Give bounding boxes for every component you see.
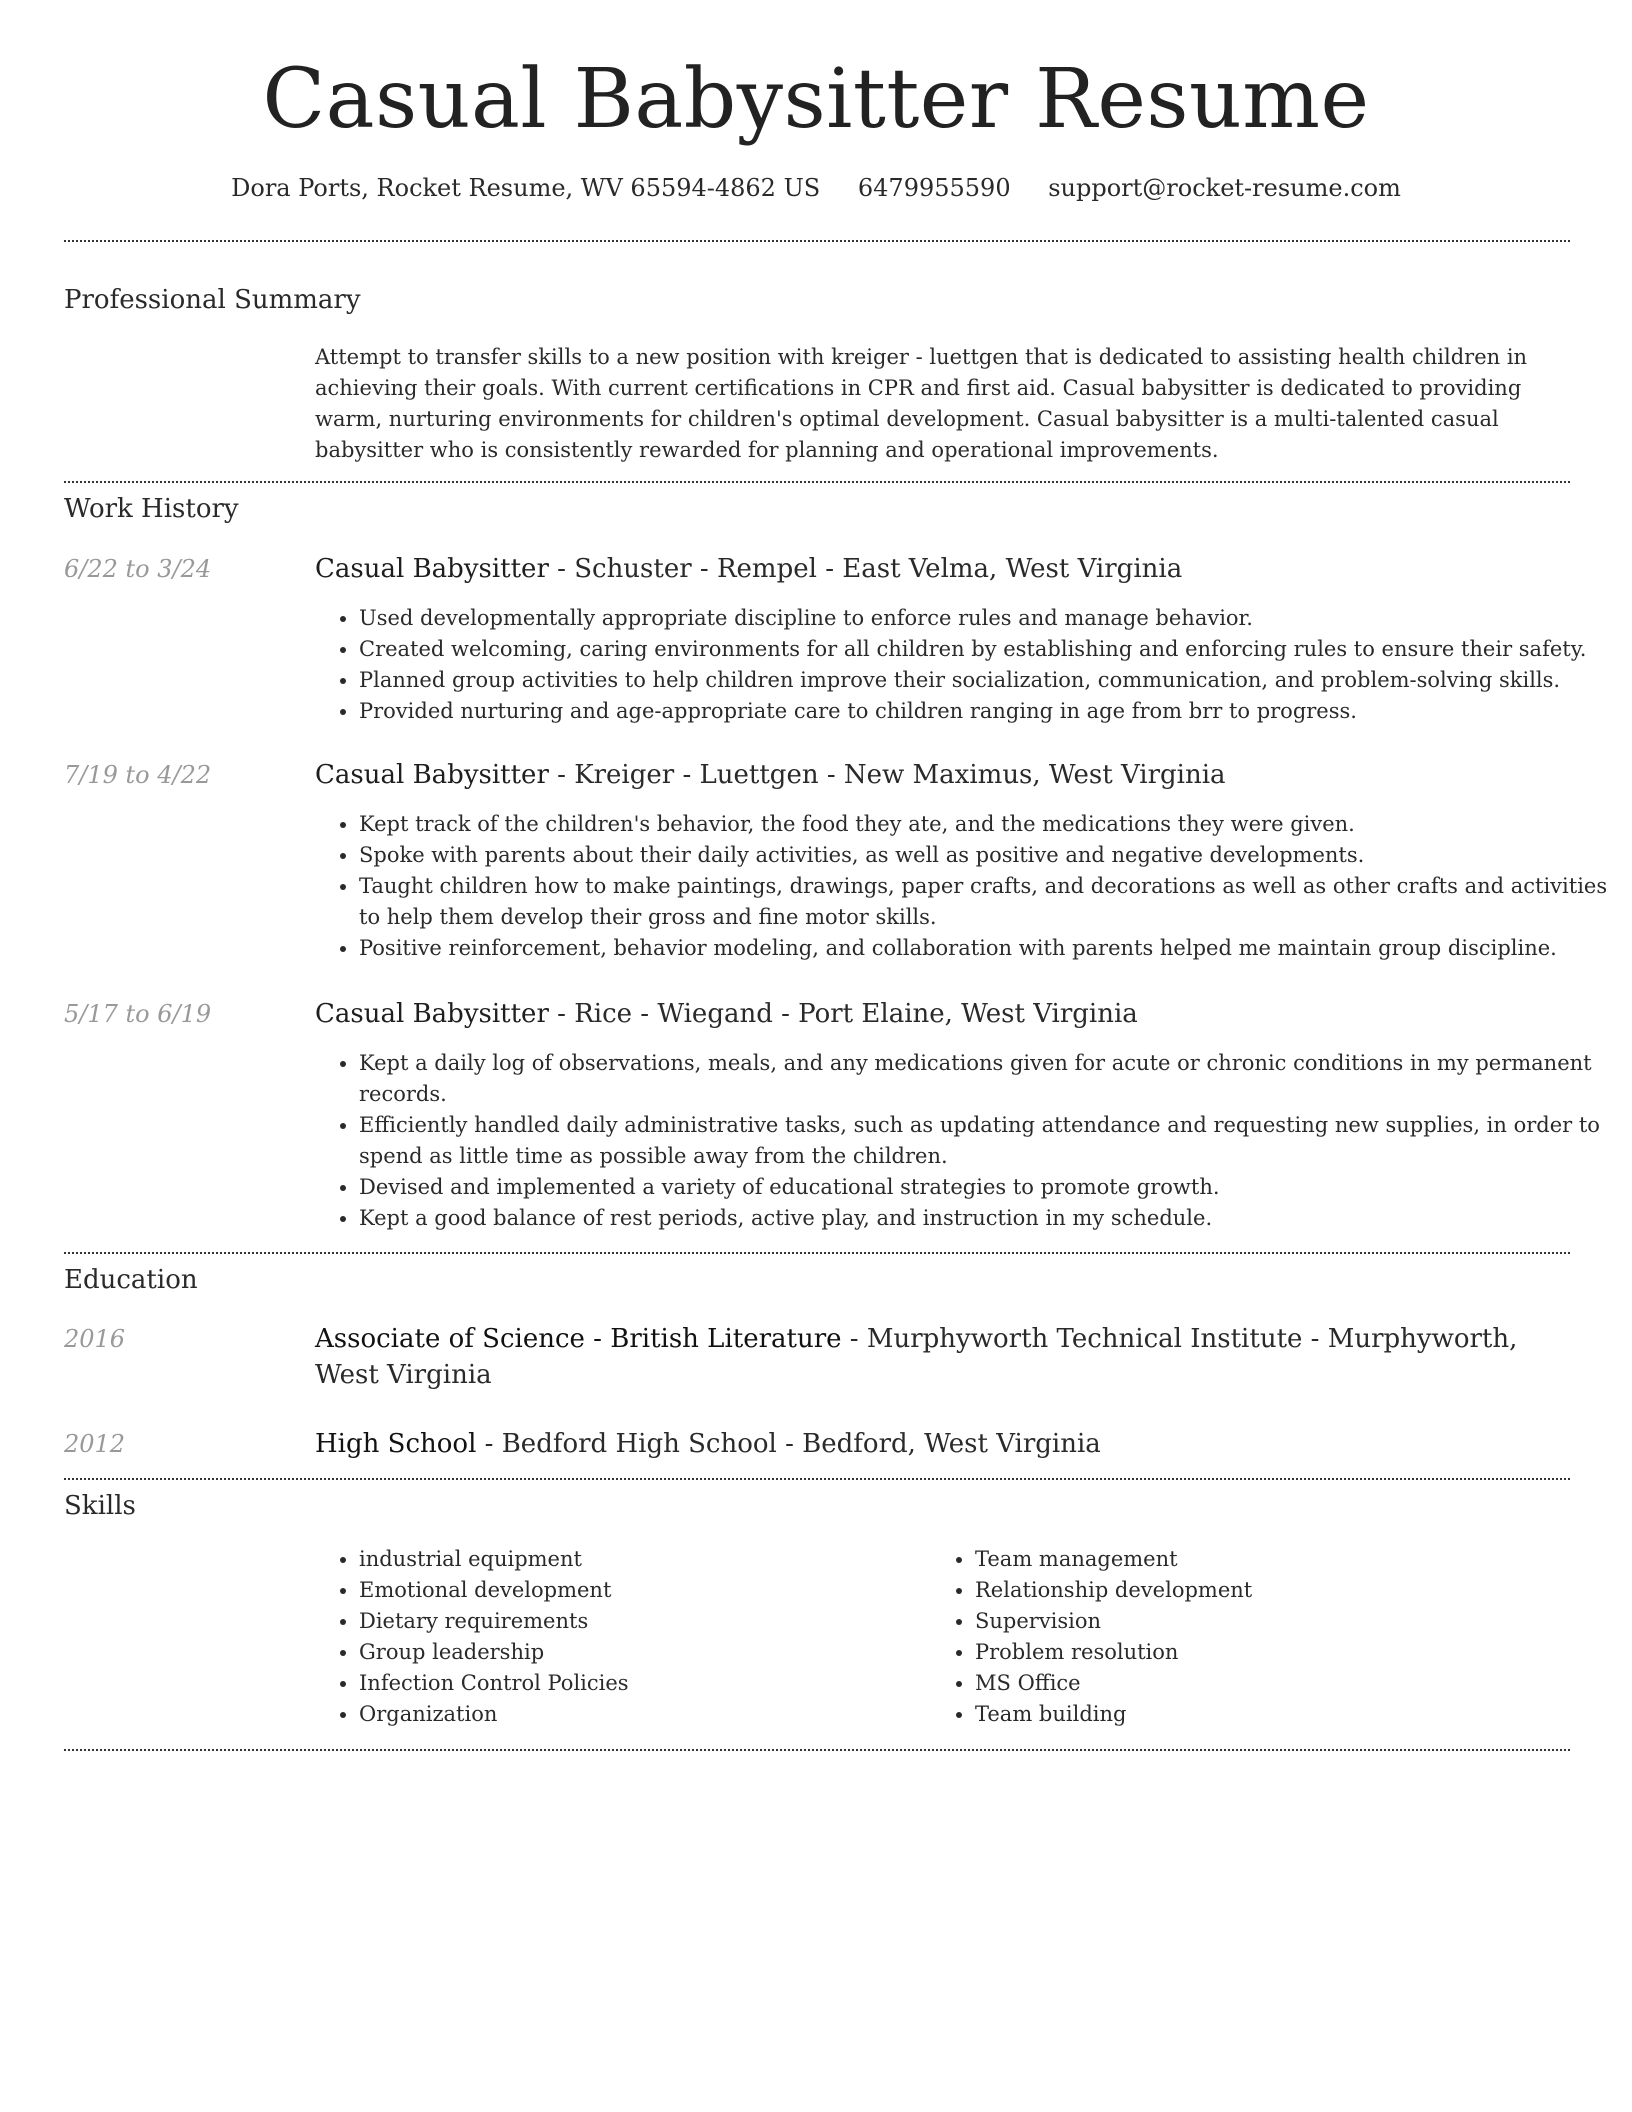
divider	[64, 1252, 1570, 1254]
resume-title: Casual Babysitter Resume	[262, 52, 1370, 147]
education-degree: High School	[315, 1429, 477, 1459]
education-degree: Associate of Science - British Literature	[315, 1324, 842, 1354]
education-heading: Education	[64, 1265, 198, 1295]
divider	[64, 1478, 1570, 1480]
list-item: • Kept track of the children's behavior, the food they ate, and the medications they were given.	[359, 809, 1614, 840]
job-dates: 6/22 to 3/24	[64, 555, 212, 583]
work-history-heading: Work History	[64, 494, 239, 524]
job-bullets	[315, 809, 1614, 964]
skills-list-left	[315, 1544, 919, 1730]
education-entry	[315, 1321, 1570, 1393]
list-item: • Kept a daily log of observations, meals, and any medications given for acute or chronic conditions in my permanent records.	[359, 1048, 1614, 1110]
education-year: 2012	[64, 1430, 126, 1458]
list-item: • Relationship development	[975, 1575, 1535, 1606]
list-item: • Infection Control Policies	[359, 1668, 919, 1699]
list-item: • industrial equipment	[359, 1544, 919, 1575]
skills-list-right	[931, 1544, 1535, 1730]
divider	[64, 1749, 1570, 1751]
job-title: Casual Babysitter	[315, 760, 549, 790]
list-item: • Planned group activities to help children improve their socialization, communication, and problem-solving skills.	[359, 665, 1614, 696]
list-item: • Kept a good balance of rest periods, active play, and instruction in my schedule.	[359, 1203, 1614, 1234]
skills-heading: Skills	[64, 1491, 136, 1521]
list-item: • Efficiently handled daily administrative tasks, such as updating attendance and requesting new supplies, in order to spend as little time as possible away from the children.	[359, 1110, 1614, 1172]
list-item: • Emotional development	[359, 1575, 919, 1606]
divider	[64, 481, 1570, 483]
list-item: • Devised and implemented a variety of educational strategies to promote growth.	[359, 1172, 1614, 1203]
list-item: • Provided nurturing and age-appropriate care to children ranging in age from brr to progress.	[359, 696, 1614, 727]
job-employer: - Rice - Wiegand - Port Elaine, West Virginia	[548, 999, 1138, 1029]
list-item: • Dietary requirements	[359, 1606, 919, 1637]
list-item: • Created welcoming, caring environments for all children by establishing and enforcing rules to ensure their safety.	[359, 634, 1614, 665]
list-item: • MS Office	[975, 1668, 1535, 1699]
job-bullets	[315, 1048, 1614, 1234]
summary-heading: Professional Summary	[64, 285, 361, 315]
education-school: - Bedford High School - Bedford, West Virginia	[476, 1429, 1101, 1459]
contact-address: Dora Ports, Rocket Resume, WV 65594-4862 US	[231, 174, 821, 202]
job-heading	[315, 996, 1570, 1032]
job-heading	[315, 551, 1570, 587]
list-item: • Problem resolution	[975, 1637, 1535, 1668]
education-entry	[315, 1426, 1570, 1462]
education-year: 2016	[64, 1325, 126, 1353]
list-item: • Team building	[975, 1699, 1535, 1730]
list-item: • Positive reinforcement, behavior modeling, and collaboration with parents helped me maintain group discipline.	[359, 933, 1614, 964]
list-item: • Supervision	[975, 1606, 1535, 1637]
job-title: Casual Babysitter	[315, 554, 549, 584]
job-employer: - Schuster - Rempel - East Velma, West Virginia	[548, 554, 1183, 584]
job-title: Casual Babysitter	[315, 999, 549, 1029]
contact-email: support@rocket-resume.com	[1048, 174, 1401, 202]
list-item: • Taught children how to make paintings, drawings, paper crafts, and decorations as well as other crafts and activities to help them develop their gross and fine motor skills.	[359, 871, 1614, 933]
summary-text: Attempt to transfer skills to a new position with kreiger - luettgen that is dedicated to assisting health children in achieving their goals. With current certifications in CPR and first aid. Casual babysitter is dedicated to providing warm, nurturing environments for children's optimal development. Casual babysitter is a multi-talented casual babysitter who is consistently rewarded for planning and operational improvements.	[315, 345, 1528, 462]
list-item: • Spoke with parents about their daily activities, as well as positive and negative developments.	[359, 840, 1614, 871]
job-employer: - Kreiger - Luettgen - New Maximus, West Virginia	[548, 760, 1226, 790]
job-heading	[315, 757, 1570, 793]
job-dates: 5/17 to 6/19	[64, 1000, 212, 1028]
job-bullets	[315, 603, 1614, 727]
list-item: • Organization	[359, 1699, 919, 1730]
divider	[64, 240, 1570, 242]
contact-phone: 6479955590	[857, 174, 1011, 202]
job-dates: 7/19 to 4/22	[64, 761, 212, 789]
education-school: - Murphyworth Technical Institute - Murphyworth, West Virginia	[315, 1324, 1518, 1390]
list-item: • Used developmentally appropriate discipline to enforce rules and manage behavior.	[359, 603, 1614, 634]
list-item: • Team management	[975, 1544, 1535, 1575]
contact-line	[0, 171, 1632, 205]
list-item: • Group leadership	[359, 1637, 919, 1668]
